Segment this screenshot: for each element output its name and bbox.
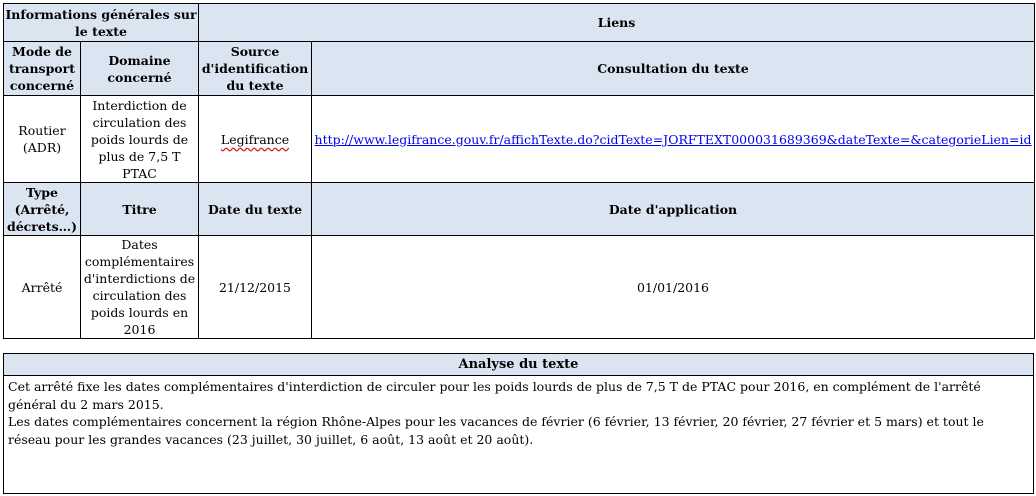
domain-header: Domaine concerné	[81, 42, 199, 96]
analysis-paragraph-1: Cet arrêté fixe les dates complémentaires d'interdiction de circuler pour les poids lourds de plus de 7,5 T de PTAC pour 2016, en complément de l'arrêté général du 2 mars 2015.	[8, 379, 981, 412]
analysis-title: Analyse du texte	[4, 354, 1033, 376]
consultation-value	[312, 96, 1035, 183]
info-table	[3, 3, 1035, 339]
row2-header-row	[4, 183, 1035, 236]
mode-value: Routier (ADR)	[4, 96, 81, 183]
title-header: Titre	[81, 183, 199, 236]
legifrance-link[interactable]: http://www.legifrance.gouv.fr/affichTexte.do?cidTexte=JORFTEXT000031689369&dateTexte=&categorieLien=id	[314, 131, 1032, 147]
links-header: Liens	[199, 4, 1035, 42]
source-header: Source d'identification du texte	[199, 42, 312, 96]
type-value: Arrêté	[4, 236, 81, 339]
type-header: Type (Arrêté, décrets…)	[4, 183, 81, 236]
analysis-body	[4, 376, 1033, 450]
source-value-text: Legifrance	[220, 131, 290, 147]
analysis-paragraph-2: Les dates complémentaires concernent la région Rhône-Alpes pour les vacances de février (6 février, 13 février, 20 février, 27 février et 5 mars) et tout le réseau pour les grandes vacances (23 juillet, 30 juillet, 6 août, 13 août et 20 août).	[8, 414, 984, 447]
top-header-row	[4, 4, 1035, 42]
general-info-header: Informations générales sur le texte	[4, 4, 199, 42]
consultation-header: Consultation du texte	[312, 42, 1035, 96]
date-text-value: 21/12/2015	[199, 236, 312, 339]
domain-value: Interdiction de circulation des poids lourds de plus de 7,5 T PTAC	[81, 96, 199, 183]
date-application-header: Date d'application	[312, 183, 1035, 236]
date-text-header: Date du texte	[199, 183, 312, 236]
mode-header: Mode de transport concerné	[4, 42, 81, 96]
title-value: Dates complémentaires d'interdictions de circulation des poids lourds en 2016	[81, 236, 199, 339]
row1-value-row	[4, 96, 1035, 183]
source-value	[199, 96, 312, 183]
row2-value-row	[4, 236, 1035, 339]
row1-header-row	[4, 42, 1035, 96]
analysis-section	[3, 353, 1034, 494]
date-application-value: 01/01/2016	[312, 236, 1035, 339]
